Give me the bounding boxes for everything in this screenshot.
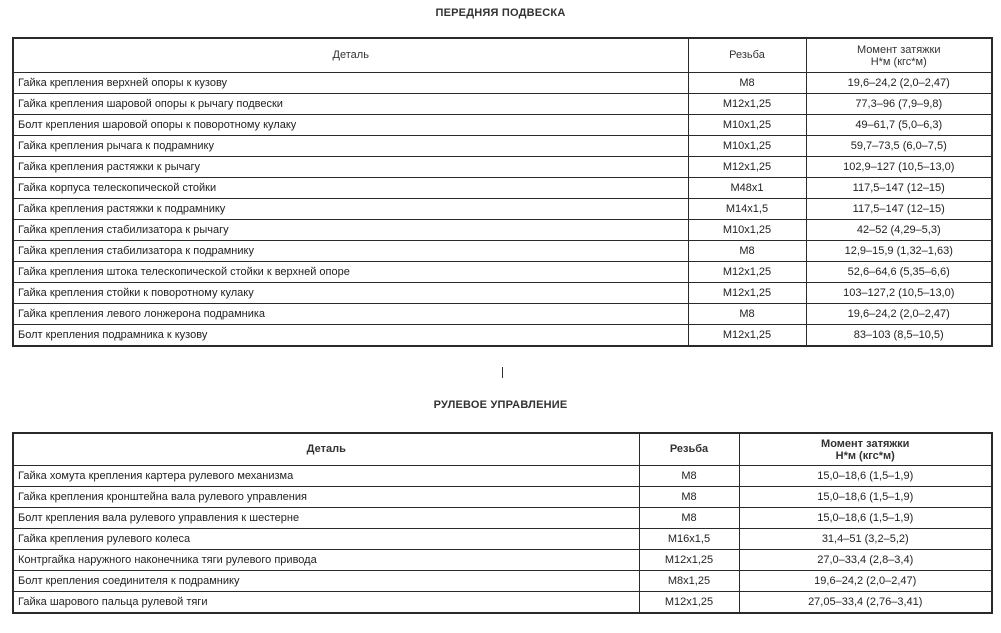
- thread-size: М8: [688, 73, 806, 94]
- front-suspension-table: [12, 37, 993, 347]
- part-name: Болт крепления подрамника к кузову: [13, 325, 688, 347]
- table-row: [13, 136, 992, 157]
- table-row: [13, 466, 992, 487]
- thread-size: М8: [688, 304, 806, 325]
- torque-value: 19,6–24,2 (2,0–2,47): [806, 73, 992, 94]
- part-name: Гайка крепления рычага к подрамнику: [13, 136, 688, 157]
- table-row: [13, 157, 992, 178]
- thread-size: М10x1,25: [688, 136, 806, 157]
- torque-value: 42–52 (4,29–5,3): [806, 220, 992, 241]
- table-header-row: [13, 38, 992, 73]
- thread-size: М12x1,25: [688, 325, 806, 347]
- torque-value: 27,05–33,4 (2,76–3,41): [739, 592, 992, 614]
- torque-value: 117,5–147 (12–15): [806, 199, 992, 220]
- torque-header-line1: Момент затяжки: [857, 43, 941, 56]
- table-row: [13, 325, 992, 347]
- thread-size: М48x1: [688, 178, 806, 199]
- thread-size: М12x1,25: [639, 550, 739, 571]
- part-name: Гайка крепления кронштейна вала рулевого управления: [13, 487, 639, 508]
- torque-value: 83–103 (8,5–10,5): [806, 325, 992, 347]
- table-row: [13, 94, 992, 115]
- column-header-torque: [739, 433, 992, 466]
- table-row: [13, 592, 992, 614]
- torque-value: 19,6–24,2 (2,0–2,47): [806, 304, 992, 325]
- part-name: Гайка корпуса телескопической стойки: [13, 178, 688, 199]
- table-row: [13, 508, 992, 529]
- column-header-thread: Резьба: [639, 433, 739, 466]
- thread-size: М16x1,5: [639, 529, 739, 550]
- text-cursor: [502, 367, 503, 378]
- torque-value: 15,0–18,6 (1,5–1,9): [739, 508, 992, 529]
- thread-size: М8: [639, 508, 739, 529]
- torque-value: 15,0–18,6 (1,5–1,9): [739, 466, 992, 487]
- column-header-torque: [806, 38, 992, 73]
- torque-value: 15,0–18,6 (1,5–1,9): [739, 487, 992, 508]
- table-row: [13, 241, 992, 262]
- part-name: Гайка крепления стабилизатора к рычагу: [13, 220, 688, 241]
- thread-size: М8x1,25: [639, 571, 739, 592]
- part-name: Гайка крепления растяжки к подрамнику: [13, 199, 688, 220]
- thread-size: М10x1,25: [688, 115, 806, 136]
- part-name: Гайка крепления стабилизатора к подрамнику: [13, 241, 688, 262]
- torque-header-line1: Момент затяжки: [821, 437, 910, 450]
- table-row: [13, 571, 992, 592]
- torque-value: 103–127,2 (10,5–13,0): [806, 283, 992, 304]
- table-row: [13, 262, 992, 283]
- table-row: [13, 529, 992, 550]
- thread-size: М14x1,5: [688, 199, 806, 220]
- part-name: Гайка крепления шаровой опоры к рычагу подвески: [13, 94, 688, 115]
- thread-size: М8: [639, 487, 739, 508]
- column-header-part: Деталь: [13, 433, 639, 466]
- part-name: Гайка шарового пальца рулевой тяги: [13, 592, 639, 614]
- table-row: [13, 550, 992, 571]
- torque-value: 117,5–147 (12–15): [806, 178, 992, 199]
- thread-size: М8: [688, 241, 806, 262]
- torque-value: 31,4–51 (3,2–5,2): [739, 529, 992, 550]
- table-row: [13, 220, 992, 241]
- thread-size: М12x1,25: [688, 94, 806, 115]
- part-name: Гайка крепления растяжки к рычагу: [13, 157, 688, 178]
- steering-table: [12, 432, 993, 614]
- front-suspension-title: ПЕРЕДНЯЯ ПОДВЕСКА: [435, 7, 566, 19]
- part-name: Болт крепления шаровой опоры к поворотному кулаку: [13, 115, 688, 136]
- torque-header-line2: Н*м (кгс*м): [870, 55, 927, 68]
- torque-value: 19,6–24,2 (2,0–2,47): [739, 571, 992, 592]
- torque-value: 77,3–96 (7,9–9,8): [806, 94, 992, 115]
- table-row: [13, 115, 992, 136]
- thread-size: М12x1,25: [688, 157, 806, 178]
- thread-size: М8: [639, 466, 739, 487]
- thread-size: М10x1,25: [688, 220, 806, 241]
- column-header-thread: Резьба: [688, 38, 806, 73]
- torque-value: 49–61,7 (5,0–6,3): [806, 115, 992, 136]
- thread-size: М12x1,25: [639, 592, 739, 614]
- part-name: Гайка крепления рулевого колеса: [13, 529, 639, 550]
- torque-value: 27,0–33,4 (2,8–3,4): [739, 550, 992, 571]
- torque-header-line2: Н*м (кгс*м): [835, 449, 895, 462]
- part-name: Болт крепления соединителя к подрамнику: [13, 571, 639, 592]
- part-name: Контргайка наружного наконечника тяги рулевого привода: [13, 550, 639, 571]
- part-name: Гайка крепления верхней опоры к кузову: [13, 73, 688, 94]
- torque-value: 59,7–73,5 (6,0–7,5): [806, 136, 992, 157]
- table-row: [13, 199, 992, 220]
- part-name: Гайка крепления штока телескопической стойки к верхней опоре: [13, 262, 688, 283]
- part-name: Болт крепления вала рулевого управления к шестерне: [13, 508, 639, 529]
- thread-size: М12x1,25: [688, 283, 806, 304]
- thread-size: М12x1,25: [688, 262, 806, 283]
- table-row: [13, 178, 992, 199]
- steering-title: РУЛЕВОЕ УПРАВЛЕНИЕ: [433, 399, 568, 411]
- part-name: Гайка хомута крепления картера рулевого механизма: [13, 466, 639, 487]
- table-row: [13, 283, 992, 304]
- table-row: [13, 73, 992, 94]
- part-name: Гайка крепления левого лонжерона подрамника: [13, 304, 688, 325]
- part-name: Гайка крепления стойки к поворотному кулаку: [13, 283, 688, 304]
- table-header-row: [13, 433, 992, 466]
- column-header-part: Деталь: [13, 38, 688, 73]
- torque-value: 52,6–64,6 (5,35–6,6): [806, 262, 992, 283]
- torque-value: 12,9–15,9 (1,32–1,63): [806, 241, 992, 262]
- table-row: [13, 304, 992, 325]
- torque-value: 102,9–127 (10,5–13,0): [806, 157, 992, 178]
- table-row: [13, 487, 992, 508]
